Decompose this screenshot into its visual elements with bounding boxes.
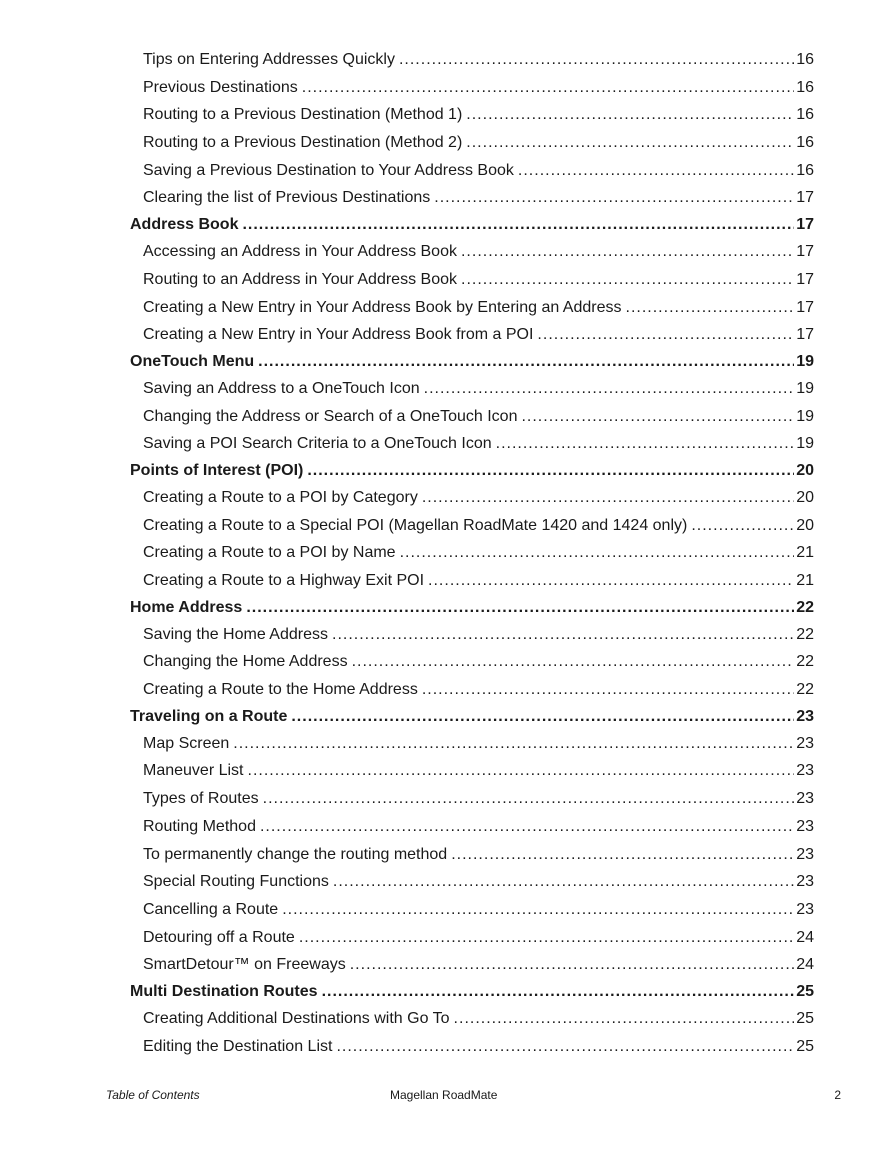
toc-entry-title: Routing Method — [143, 817, 256, 835]
toc-dot-leader — [233, 730, 794, 758]
toc-dot-leader — [350, 951, 794, 979]
toc-subsection-entry[interactable] — [130, 730, 814, 758]
toc-subsection-entry[interactable] — [130, 512, 814, 540]
toc-dot-leader — [422, 676, 794, 704]
toc-dot-leader — [466, 101, 794, 129]
toc-entry-page: 23 — [796, 845, 814, 863]
toc-subsection-entry[interactable] — [130, 74, 814, 102]
toc-subsection-entry[interactable] — [130, 430, 814, 458]
toc-entry-title: Changing the Home Address — [143, 653, 348, 671]
toc-subsection-entry[interactable] — [130, 621, 814, 649]
toc-subsection-entry[interactable] — [130, 157, 814, 185]
toc-entry-page: 19 — [796, 407, 814, 425]
toc-dot-leader — [258, 349, 794, 375]
toc-dot-leader — [282, 896, 794, 924]
toc-entry-page: 17 — [796, 243, 814, 261]
toc-entry-title: Traveling on a Route — [130, 707, 288, 725]
toc-entry-page: 25 — [796, 1009, 814, 1027]
toc-dot-leader — [246, 595, 794, 621]
toc-dot-leader — [461, 266, 794, 294]
toc-entry-title: Creating a Route to the Home Address — [143, 681, 418, 699]
toc-subsection-entry[interactable] — [130, 567, 814, 595]
toc-dot-leader — [333, 868, 794, 896]
toc-entry-title: Routing to a Previous Destination (Method 2) — [143, 134, 463, 152]
toc-dot-leader — [400, 539, 795, 567]
toc-entry-page: 17 — [796, 270, 814, 288]
toc-entry-page: 24 — [796, 956, 814, 974]
toc-dot-leader — [537, 321, 794, 349]
toc-entry-page: 19 — [796, 352, 814, 370]
toc-entry-title: Creating a New Entry in Your Address Book from a POI — [143, 326, 534, 344]
toc-entry-page: 23 — [796, 790, 814, 808]
toc-subsection-entry[interactable] — [130, 1005, 814, 1033]
toc-entry-title: Saving a Previous Destination to Your Address Book — [143, 161, 514, 179]
toc-subsection-entry[interactable] — [130, 403, 814, 431]
toc-dot-leader — [521, 403, 794, 431]
toc-entry-page: 22 — [796, 598, 814, 616]
toc-entry-title: Saving an Address to a OneTouch Icon — [143, 379, 420, 397]
toc-subsection-entry[interactable] — [130, 896, 814, 924]
toc-entry-page: 20 — [796, 516, 814, 534]
toc-subsection-entry[interactable] — [130, 1033, 814, 1061]
toc-entry-page: 24 — [796, 928, 814, 946]
toc-entry-page: 25 — [796, 1037, 814, 1055]
toc-subsection-entry[interactable] — [130, 648, 814, 676]
toc-section-entry[interactable] — [130, 212, 814, 238]
toc-subsection-entry[interactable] — [130, 841, 814, 869]
toc-entry-page: 21 — [796, 572, 814, 589]
toc-dot-leader — [428, 567, 794, 595]
toc-dot-leader — [263, 785, 795, 813]
toc-entry-page: 23 — [796, 873, 814, 891]
toc-dot-leader — [466, 129, 794, 157]
toc-entry-page: 23 — [796, 707, 814, 725]
toc-entry-page: 17 — [796, 189, 814, 207]
toc-entry-title: Routing to a Previous Destination (Method 1) — [143, 106, 463, 124]
toc-entry-title: Home Address — [130, 598, 243, 616]
toc-entry-title: Creating a Route to a POI by Category — [143, 488, 418, 506]
toc-dot-leader — [302, 74, 794, 102]
toc-entry-page: 17 — [796, 216, 814, 234]
toc-entry-title: Previous Destinations — [143, 78, 298, 96]
toc-subsection-entry[interactable] — [130, 184, 814, 212]
toc-dot-leader — [424, 375, 795, 403]
toc-dot-leader — [454, 1005, 795, 1033]
toc-entry-title: Multi Destination Routes — [130, 982, 318, 1000]
toc-subsection-entry[interactable] — [130, 375, 814, 403]
toc-section-entry[interactable] — [130, 704, 814, 730]
toc-entry-title: Special Routing Functions — [143, 873, 329, 891]
toc-subsection-entry[interactable] — [130, 757, 814, 785]
toc-entry-title: Creating a New Entry in Your Address Book by Entering an Address — [143, 298, 622, 316]
toc-dot-leader — [291, 704, 794, 730]
toc-subsection-entry[interactable] — [130, 294, 814, 322]
toc-entry-page: 20 — [796, 488, 814, 506]
toc-entry-title: Routing to an Address in Your Address Book — [143, 270, 457, 288]
toc-dot-leader — [496, 430, 795, 458]
toc-entry-page: 19 — [796, 435, 814, 453]
toc-subsection-entry[interactable] — [130, 813, 814, 841]
toc-dot-leader — [691, 512, 794, 540]
toc-dot-leader — [399, 46, 794, 74]
toc-subsection-entry[interactable] — [130, 539, 814, 567]
toc-entry-page: 16 — [796, 161, 814, 179]
toc-dot-leader — [451, 841, 794, 869]
toc-entry-title: Map Screen — [143, 734, 230, 752]
toc-entry-title: Changing the Address or Search of a OneTouch Icon — [143, 407, 518, 425]
toc-entry-title: Accessing an Address in Your Address Book — [143, 243, 457, 261]
footer-section-label: Table of Contents — [106, 1088, 200, 1102]
toc-entry-title: OneTouch Menu — [130, 352, 255, 370]
toc-dot-leader — [307, 458, 794, 484]
toc-subsection-entry[interactable] — [130, 266, 814, 294]
toc-subsection-entry[interactable] — [130, 951, 814, 979]
toc-dot-leader — [260, 813, 794, 841]
toc-entry-title: Types of Routes — [143, 790, 259, 808]
toc-entry-title: SmartDetour™ on Freeways — [143, 956, 346, 974]
toc-subsection-entry[interactable] — [130, 46, 814, 74]
toc-entry-title: Clearing the list of Previous Destinations — [143, 189, 431, 207]
toc-entry-title: Maneuver List — [143, 762, 244, 780]
toc-subsection-entry[interactable] — [130, 484, 814, 512]
toc-entry-page: 23 — [796, 817, 814, 835]
toc-entry-title: Creating a Route to a Highway Exit POI — [143, 572, 425, 589]
table-of-contents — [130, 46, 814, 1060]
toc-entry-page: 16 — [796, 106, 814, 124]
toc-dot-leader — [299, 924, 794, 952]
toc-entry-title: Creating Additional Destinations with Go To — [143, 1009, 450, 1027]
toc-entry-page: 22 — [796, 625, 814, 643]
toc-entry-page: 22 — [796, 681, 814, 699]
toc-entry-page: 22 — [796, 653, 814, 671]
toc-entry-page: 21 — [796, 544, 814, 562]
toc-dot-leader — [626, 294, 795, 322]
toc-subsection-entry[interactable] — [130, 238, 814, 266]
toc-entry-title: Editing the Destination List — [143, 1037, 333, 1055]
toc-entry-title: Points of Interest (POI) — [130, 461, 304, 479]
toc-subsection-entry[interactable] — [130, 321, 814, 349]
footer-product-name: Magellan RoadMate — [390, 1088, 498, 1102]
toc-entry-page: 20 — [796, 461, 814, 479]
toc-entry-page: 19 — [796, 379, 814, 397]
toc-entry-title: Creating a Route to a Special POI (Magellan RoadMate 1420 and 1424 only) — [143, 516, 688, 534]
toc-subsection-entry[interactable] — [130, 924, 814, 952]
toc-entry-page: 23 — [796, 762, 814, 780]
toc-entry-title: Cancelling a Route — [143, 900, 279, 918]
toc-entry-title: Saving a POI Search Criteria to a OneTouch Icon — [143, 435, 492, 453]
toc-section-entry[interactable] — [130, 595, 814, 621]
toc-subsection-entry[interactable] — [130, 129, 814, 157]
toc-entry-title: Detouring off a Route — [143, 928, 295, 946]
toc-dot-leader — [322, 979, 795, 1005]
toc-entry-page: 17 — [796, 326, 814, 344]
toc-entry-page: 23 — [796, 734, 814, 752]
toc-entry-page: 25 — [796, 982, 814, 1000]
toc-dot-leader — [422, 484, 794, 512]
footer-page-number: 2 — [834, 1088, 841, 1102]
toc-entry-title: Address Book — [130, 216, 239, 234]
toc-dot-leader — [242, 212, 794, 238]
toc-dot-leader — [461, 238, 794, 266]
toc-entry-page: 16 — [796, 78, 814, 96]
toc-entry-page: 16 — [796, 134, 814, 152]
toc-dot-leader — [336, 1033, 794, 1061]
toc-dot-leader — [248, 757, 795, 785]
toc-subsection-entry[interactable] — [130, 868, 814, 896]
toc-entry-title: Creating a Route to a POI by Name — [143, 544, 396, 562]
toc-entry-page: 17 — [796, 298, 814, 316]
toc-entry-title: Tips on Entering Addresses Quickly — [143, 51, 395, 68]
toc-subsection-entry[interactable] — [130, 785, 814, 813]
toc-subsection-entry[interactable] — [130, 101, 814, 129]
toc-dot-leader — [352, 648, 795, 676]
toc-entry-page: 16 — [796, 51, 814, 68]
toc-entry-title: Saving the Home Address — [143, 625, 328, 643]
toc-entry-title: To permanently change the routing method — [143, 845, 448, 863]
toc-dot-leader — [332, 621, 794, 649]
toc-dot-leader — [518, 157, 794, 185]
toc-section-entry[interactable] — [130, 458, 814, 484]
toc-section-entry[interactable] — [130, 349, 814, 375]
toc-subsection-entry[interactable] — [130, 676, 814, 704]
toc-entry-page: 23 — [796, 900, 814, 918]
toc-section-entry[interactable] — [130, 979, 814, 1005]
toc-dot-leader — [434, 184, 794, 212]
